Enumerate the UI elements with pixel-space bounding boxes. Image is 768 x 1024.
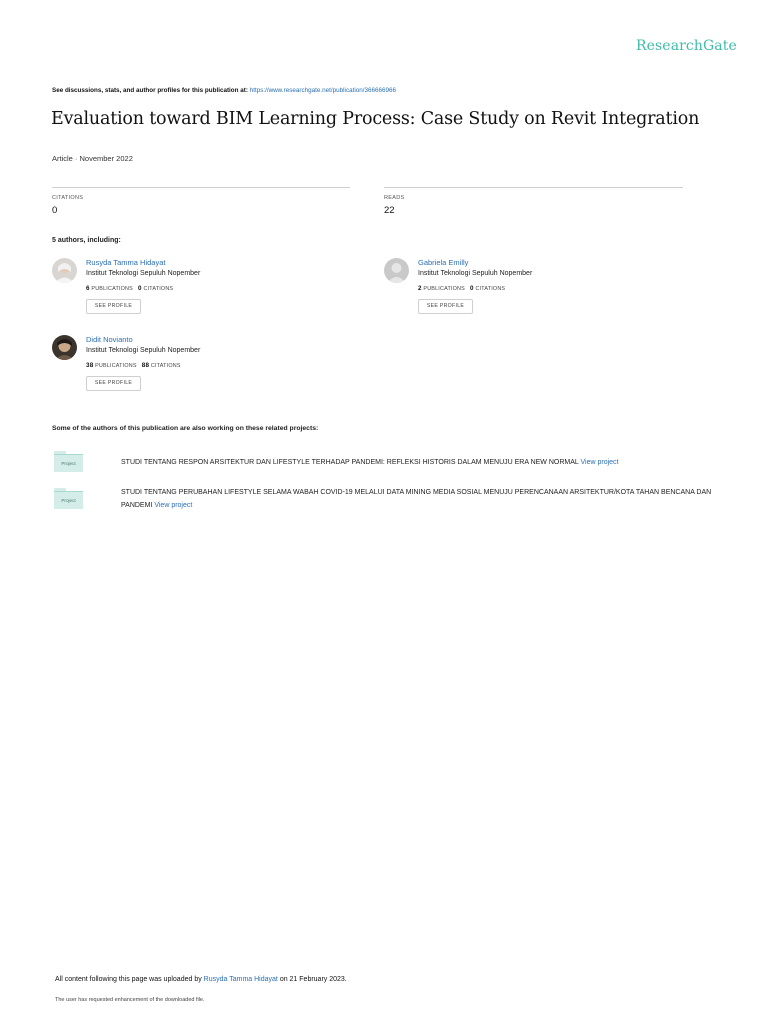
reads-value: 22 <box>384 205 395 216</box>
author-card <box>52 258 352 318</box>
see-profile-button[interactable]: SEE PROFILE <box>418 299 473 314</box>
publications-label: PUBLICATIONS <box>95 363 137 369</box>
project-thumbnail[interactable]: Project <box>54 454 83 472</box>
see-profile-button[interactable]: SEE PROFILE <box>86 376 141 391</box>
author-card <box>384 258 684 318</box>
upload-notice <box>55 976 347 983</box>
publication-url-link[interactable]: https://www.researchgate.net/publication/366666966 <box>249 87 397 94</box>
view-project-link[interactable]: View project <box>154 502 193 509</box>
citations-value: 0 <box>52 205 58 216</box>
publications-label: PUBLICATIONS <box>423 286 465 292</box>
enhancement-note: The user has requested enhancement of the downloaded file. <box>55 997 205 1003</box>
publications-count: 38 <box>86 362 94 369</box>
view-project-link[interactable]: View project <box>580 459 619 466</box>
project-item <box>121 456 721 469</box>
discussions-line <box>52 87 396 94</box>
citations-count: 88 <box>141 362 150 369</box>
avatar[interactable] <box>384 258 409 283</box>
publication-title: Evaluation toward BIM Learning Process: Case Study on Revit Integration <box>51 109 700 129</box>
author-photo-icon <box>52 335 77 360</box>
citations-label: CITATIONS <box>52 195 84 201</box>
citations-count: 0 <box>138 285 142 292</box>
author-stats <box>86 362 181 369</box>
author-institution: Institut Teknologi Sepuluh Nopember <box>86 347 201 354</box>
author-stats <box>418 285 505 292</box>
publications-count: 2 <box>418 285 422 292</box>
citations-divider <box>52 187 350 188</box>
upload-prefix: All content following this page was uploaded by <box>55 976 202 983</box>
avatar[interactable] <box>52 258 77 283</box>
publications-count: 6 <box>86 285 90 292</box>
uploader-link[interactable]: Rusyda Tamma Hidayat <box>203 976 278 983</box>
author-name-link[interactable]: Rusyda Tamma Hidayat <box>86 258 166 267</box>
author-name-link[interactable]: Didit Novianto <box>86 335 133 344</box>
project-item <box>121 486 721 512</box>
project-title: STUDI TENTANG PERUBAHAN LIFESTYLE SELAMA WABAH COVID-19 MELALUI DATA MINING MEDIA SOSIAL MENUJU PERENCANAAN ARSITEKTUR/KOTA TAHAN BENCANA DAN PANDEMI <box>121 489 712 509</box>
default-user-icon <box>384 258 409 283</box>
researchgate-logo[interactable]: ResearchGate <box>636 38 737 54</box>
author-card <box>52 335 352 395</box>
citations-label: CITATIONS <box>150 363 181 369</box>
citations-label: CITATIONS <box>475 286 506 292</box>
projects-heading: Some of the authors of this publication are also working on these related projects: <box>52 425 319 432</box>
citations-label: CITATIONS <box>143 286 174 292</box>
citations-count: 0 <box>470 285 474 292</box>
reads-divider <box>384 187 683 188</box>
author-stats <box>86 285 173 292</box>
project-title: STUDI TENTANG RESPON ARSITEKTUR DAN LIFESTYLE TERHADAP PANDEMI: REFLEKSI HISTORIS DALAM MENUJU ERA NEW NORMAL <box>121 459 579 466</box>
upload-suffix: on 21 February 2023. <box>279 976 347 983</box>
publications-label: PUBLICATIONS <box>91 286 133 292</box>
see-profile-button[interactable]: SEE PROFILE <box>86 299 141 314</box>
article-meta: Article · November 2022 <box>52 154 133 163</box>
authors-heading: 5 authors, including: <box>52 237 121 244</box>
avatar[interactable] <box>52 335 77 360</box>
author-photo-icon <box>52 258 77 283</box>
project-thumbnail[interactable]: Project <box>54 491 83 509</box>
discussions-text: See discussions, stats, and author profiles for this publication at: <box>52 87 248 94</box>
reads-label: READS <box>384 195 405 201</box>
author-institution: Institut Teknologi Sepuluh Nopember <box>86 270 201 277</box>
author-name-link[interactable]: Gabriela Emilly <box>418 258 469 267</box>
author-institution: Institut Teknologi Sepuluh Nopember <box>418 270 533 277</box>
